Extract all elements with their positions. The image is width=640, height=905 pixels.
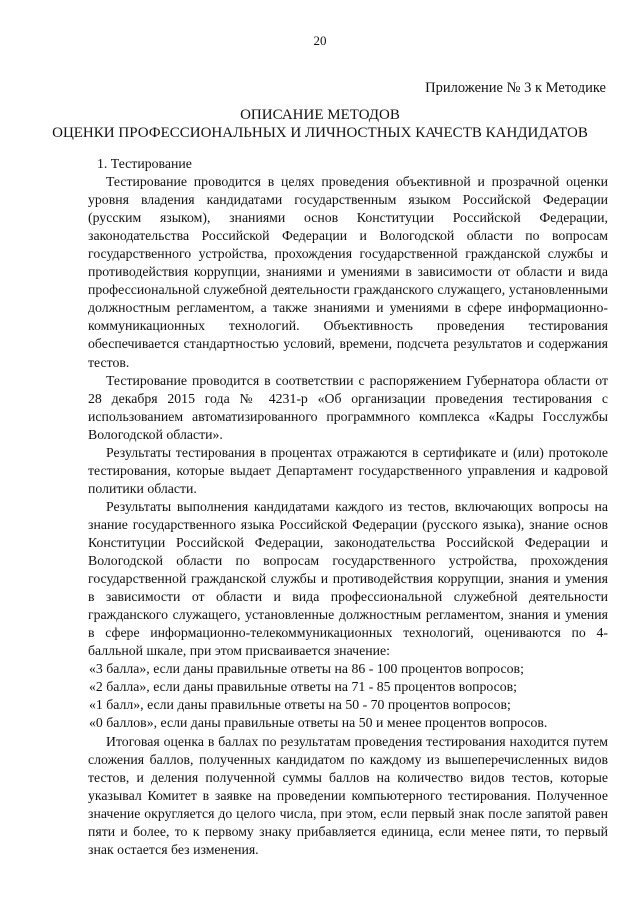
score-item-1: «1 балл», если даны правильные ответы на 50 - 70 процентов вопросов; [89,697,511,713]
document-title [0,106,640,142]
paragraph-testing-purpose: Тестирование проводится в целях проведения объективной и прозрачной оценки уровня владения кандидатами государственным языком Российской Федерации (русским языком), знаниями основ Конституции Российской Федерации, законодательства Российской Федерации и Вологодской области по вопросам государственного устройства, прохождения государственной гражданской службы и противодействия коррупции, знаниями и умениями в зависимости от области и вида профессиональной служебной деятельности гражданского служащего, установленными должностным регламентом, а также знаниями и умениями в сфере информационно-коммуникационных технологий. Объективность проведения тестирования обеспечивается стандартностью условий, времени, подсчета результатов и содержания тестов. [88,174,608,370]
paragraph-testing-results: Результаты тестирования в процентах отражаются в сертификате и (или) протоколе тестирования, которые выдает Департамент государственного управления и кадровой политики области. [88,444,608,496]
score-item-2: «2 балла», если даны правильные ответы на 71 - 85 процентов вопросов; [89,679,517,695]
paragraph-testing-order: Тестирование проводится в соответствии с распоряжением Губернатора области от 28 декабря 2015 года № 4231-р «Об организации проведения тестирования с использованием автоматизированного программного комплекса «Кадры Госслужбы Вологодской области». [88,372,608,442]
title-line-2: ОЦЕНКИ ПРОФЕССИОНАЛЬНЫХ И ЛИЧНОСТНЫХ КАЧЕСТВ КАНДИДАТОВ [52,125,588,141]
page-number: 20 [313,33,327,48]
section-heading: 1. Тестирование [97,156,192,171]
score-item-3: «3 балла», если даны правильные ответы на 86 - 100 процентов вопросов; [89,661,524,677]
paragraph-scoring-scale: Результаты выполнения кандидатами каждого из тестов, включающих вопросы на знание государственного языка Российской Федерации (русского языка), знание основ Конституции Российской Федерации, законодательства Российской Федерации и Вологодской области по вопросам государственного устройства, прохождения государственной гражданской службы и противодействия коррупции, знания и умения в зависимости от области и вида профессиональной служебной деятельности гражданского служащего, установленные должностным регламентом, знания и умения в сфере информационно-телекоммуникационных технологий, оцениваются по 4-балльной шкале, при этом присваивается значение: [88,498,608,659]
appendix-reference: Приложение № 3 к Методике [425,80,606,96]
title-line-1: ОПИСАНИЕ МЕТОДОВ [240,107,400,123]
document-body [88,155,608,859]
paragraph-final-score: Итоговая оценка в баллах по результатам проведения тестирования находится путем сложения баллов, полученных кандидатом по каждому из вышеперечисленных видов тестов, и деления полученной суммы баллов на количество видов тестов, которые указывал Комитет в заявке на проведении компьютерного тестирования. Полученное значение округляется до целого числа, при этом, если первый знак после запятой равен пяти и более, то к первому знаку прибавляется единица, если менее пяти, то первый знак остается без изменения. [88,733,608,857]
score-item-0: «0 баллов», если даны правильные ответы на 50 и менее процентов вопросов. [89,715,548,731]
